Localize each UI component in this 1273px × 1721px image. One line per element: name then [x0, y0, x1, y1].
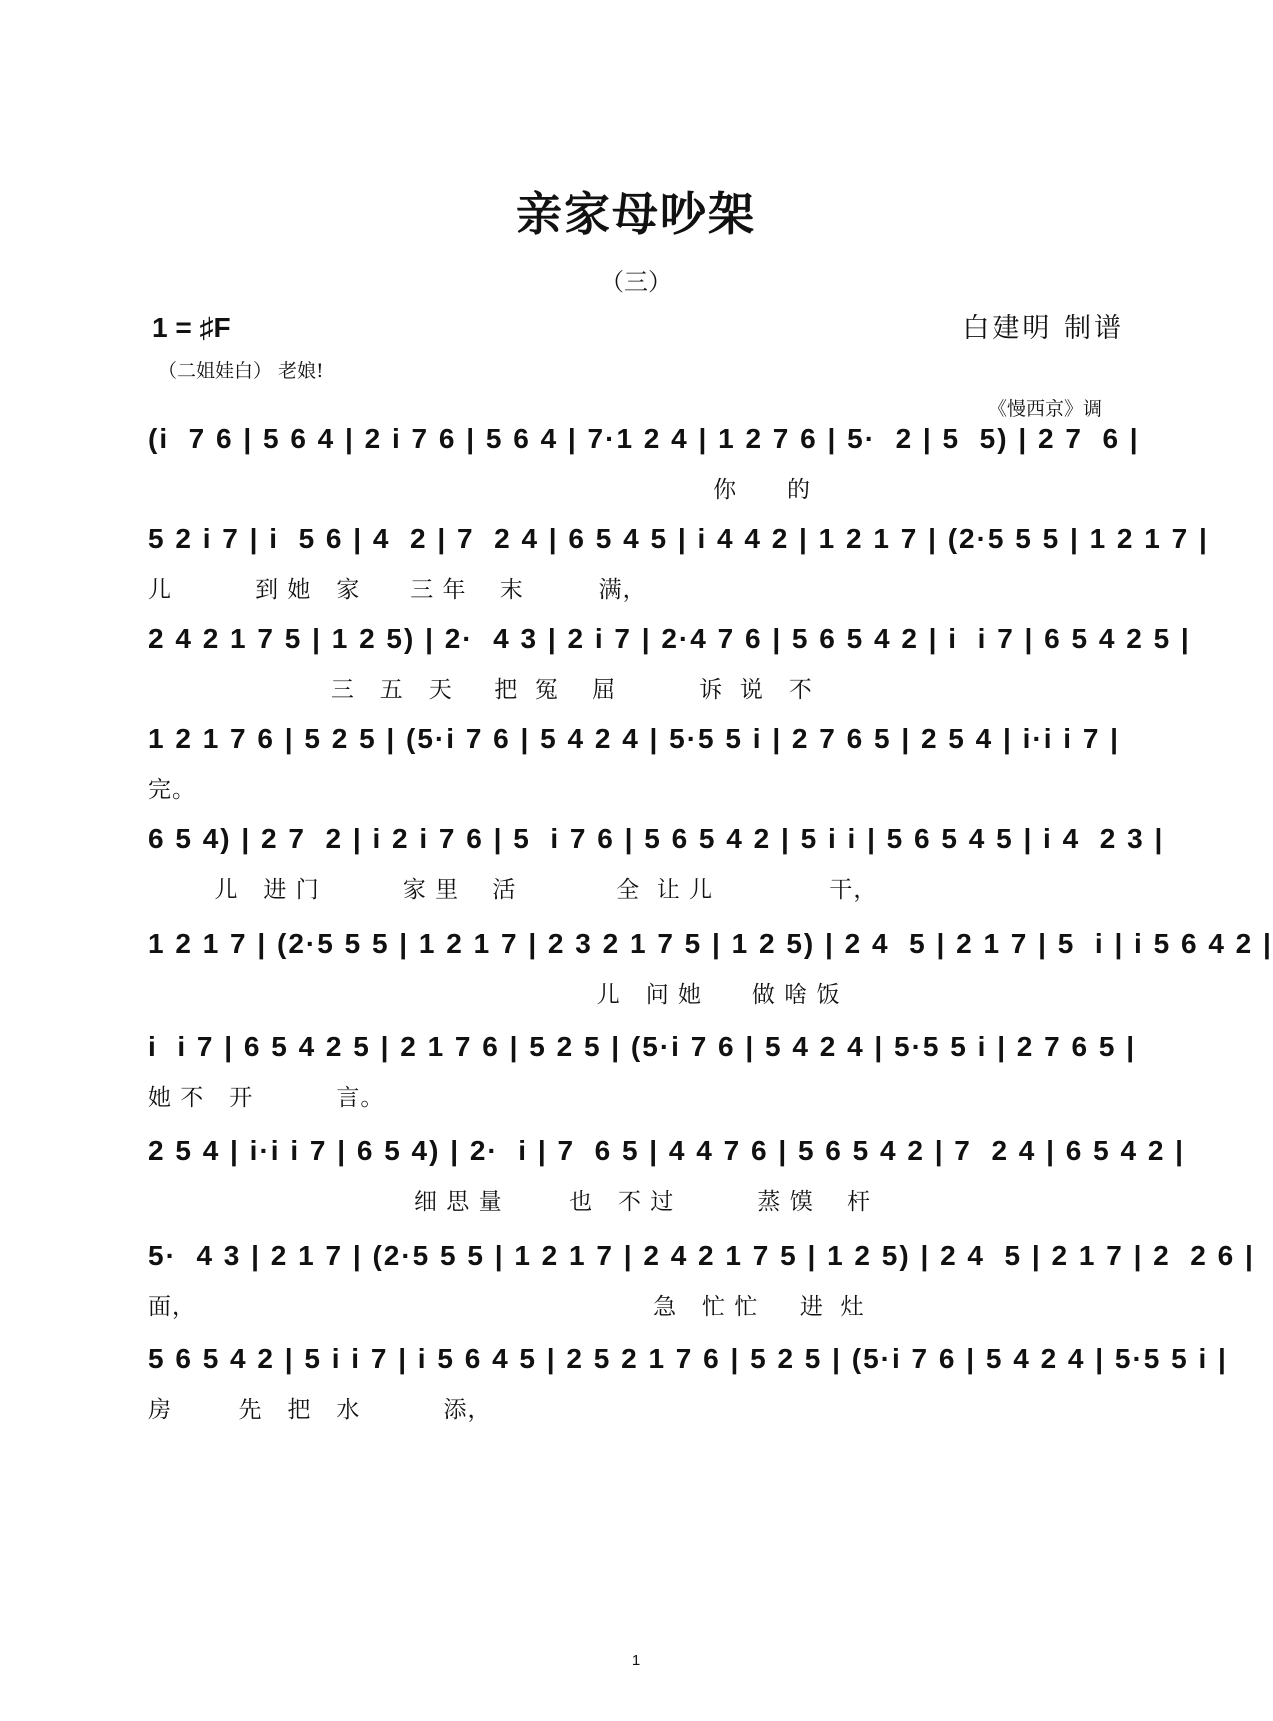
lyric-line: 儿 进 门 家 里 活 全 让 儿 干， — [148, 877, 878, 903]
key-signature: 1 = ♯F — [152, 312, 231, 343]
notation-line: 1 2 1 7 6 | 5 2 5 | (5·i 7 6 | 5 4 2 4 | 5·5 5 i | 2 7 6 5 | 2 5 4 | i·i i 7 | — [148, 723, 1121, 754]
notation-line: 2 4 2 1 7 5 | 1 2 5) | 2· 4 3 | 2 i 7 | 2·4 7 6 | 5 6 5 4 2 | i i 7 | 6 5 4 2 5 | — [148, 623, 1191, 654]
lyric-line: 三 五 天 把 冤 屈 诉 说 不 — [148, 677, 813, 703]
music-system — [148, 1122, 1185, 1222]
spoken-line: （二姐娃白） 老娘! — [158, 360, 324, 382]
notation-line: 6 5 4) | 2 7 2 | i 2 i 7 6 | 5 i 7 6 | 5 6 5 4 2 | 5 i i | 5 6 5 4 5 | i 4 2 3 | — [148, 823, 1165, 854]
tune-name: 《慢西京》调 — [987, 398, 1102, 420]
music-system — [148, 610, 1191, 710]
lyric-line: 面， 急 忙 忙 进 灶 — [148, 1294, 865, 1320]
music-system — [148, 1227, 1255, 1327]
notation-line: 5 2 i 7 | i 5 6 | 4 2 | 7 2 4 | 6 5 4 5 | i 4 4 2 | 1 2 1 7 | (2·5 5 5 | 1 2 1 7 | — [148, 523, 1209, 554]
song-subtitle: （三） — [600, 268, 672, 296]
song-title: 亲家母吵架 — [516, 187, 756, 241]
notation-line: (i 7 6 | 5 6 4 | 2 i 7 6 | 5 6 4 | 7·1 2 4 | 1 2 7 6 | 5· 2 | 5 5) | 2 7 6 | — [148, 423, 1140, 454]
music-system — [148, 1018, 1137, 1118]
arranger-credit: 白建明 制谱 — [962, 313, 1124, 344]
notation-line: 5· 4 3 | 2 1 7 | (2·5 5 5 | 1 2 1 7 | 2 4 2 1 7 5 | 1 2 5) | 2 4 5 | 2 1 7 | 2 2 6 | — [148, 1240, 1255, 1271]
lyric-line: 儿 问 她 做 啥 饭 — [148, 982, 841, 1008]
notation-line: 5 6 5 4 2 | 5 i i 7 | i 5 6 4 5 | 2 5 2 1 7 6 | 5 2 5 | (5·i 7 6 | 5 4 2 4 | 5·5 5 i | — [148, 1343, 1228, 1374]
music-system — [148, 1330, 1228, 1430]
lyric-line: 房 先 把 水 添， — [148, 1397, 492, 1423]
music-system — [148, 510, 1209, 610]
notation-line: i i 7 | 6 5 4 2 5 | 2 1 7 6 | 5 2 5 | (5·i 7 6 | 5 4 2 4 | 5·5 5 i | 2 7 6 5 | — [148, 1031, 1137, 1062]
lyric-line: 儿 到 她 家 三 年 末 满， — [148, 577, 647, 603]
notation-line: 2 5 4 | i·i i 7 | 6 5 4) | 2· i | 7 6 5 | 4 4 7 6 | 5 6 5 4 2 | 7 2 4 | 6 5 4 2 | — [148, 1135, 1185, 1166]
lyric-line: 你 的 — [148, 477, 812, 503]
lyric-line: 细 思 量 也 不 过 蒸 馍 杆 — [148, 1189, 871, 1215]
music-system — [148, 410, 1140, 510]
music-system — [148, 810, 1165, 910]
notation-line: 1 2 1 7 | (2·5 5 5 | 1 2 1 7 | 2 3 2 1 7 5 | 1 2 5) | 2 4 5 | 2 1 7 | 5 i | i 5 6 4 2 | — [148, 928, 1273, 959]
music-system — [148, 710, 1128, 810]
lyric-line: 完。 — [148, 777, 196, 803]
music-system — [148, 915, 1273, 1015]
lyric-line: 她 不 开 言。 — [148, 1085, 385, 1111]
page-number: 1 — [631, 1652, 641, 1669]
